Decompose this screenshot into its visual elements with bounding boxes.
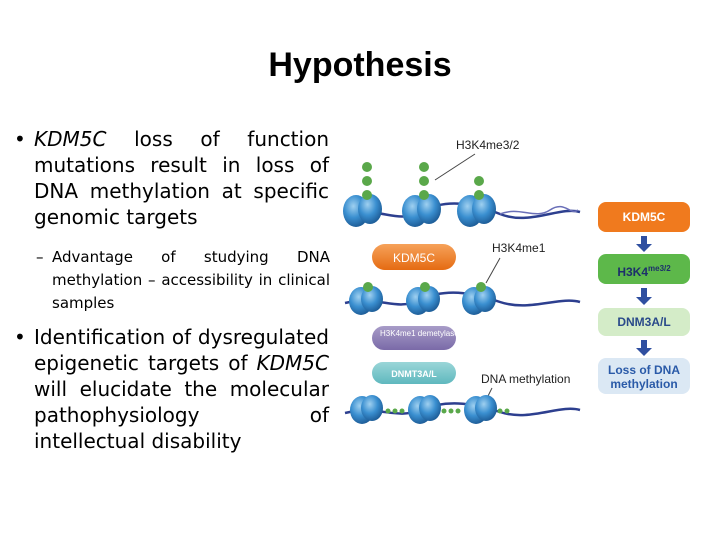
sub-bullet-1-text: Advantage of studying DNA methylation – accessibility in clinical samples	[52, 248, 330, 312]
flow-box-dnm3a: DNM3A/L	[598, 308, 690, 336]
h3k4-base: H3K4	[617, 265, 648, 279]
bullet-2-part1: Identification of dysregulated epigenetic targets of	[34, 325, 329, 375]
sub-bullet-dash: –	[36, 248, 44, 266]
bullet-marker: •	[14, 127, 26, 151]
flow-box-kdm5c: KDM5C	[598, 202, 690, 232]
flow-box-loss: Loss of DNA methylation	[598, 358, 690, 394]
dnmt-pill-label: DNMT3A/L	[391, 369, 437, 379]
arrow-h3k4me32	[435, 154, 475, 180]
histone-marks-row-1	[362, 162, 484, 200]
bullet-2-part2: will elucidate the molecular pathophysiology of intellectual disability	[34, 377, 329, 453]
kdm5c-pill-label: KDM5C	[392, 251, 436, 265]
h3k4-sup: me3/2	[648, 264, 671, 273]
bullet-marker: •	[14, 325, 26, 349]
nucleosome-row-3	[350, 395, 497, 424]
arrow-h3k4me1	[486, 258, 500, 283]
slide-title: Hypothesis	[268, 46, 452, 84]
label-dna-methylation: DNA methylation	[481, 372, 571, 386]
demethylase-pill-label: H3K4me1 demetylase	[380, 329, 459, 338]
gene-name: KDM5C	[256, 351, 329, 375]
bullet-1-rest: loss of function mutations result in loss of DNA methylation at specific genomic targets	[34, 127, 329, 229]
gene-name: KDM5C	[34, 127, 107, 151]
flow-box-h3k4	[598, 254, 690, 284]
label-h3k4me1: H3K4me1	[492, 241, 546, 255]
label-h3k4me32: H3K4me3/2	[456, 138, 520, 152]
